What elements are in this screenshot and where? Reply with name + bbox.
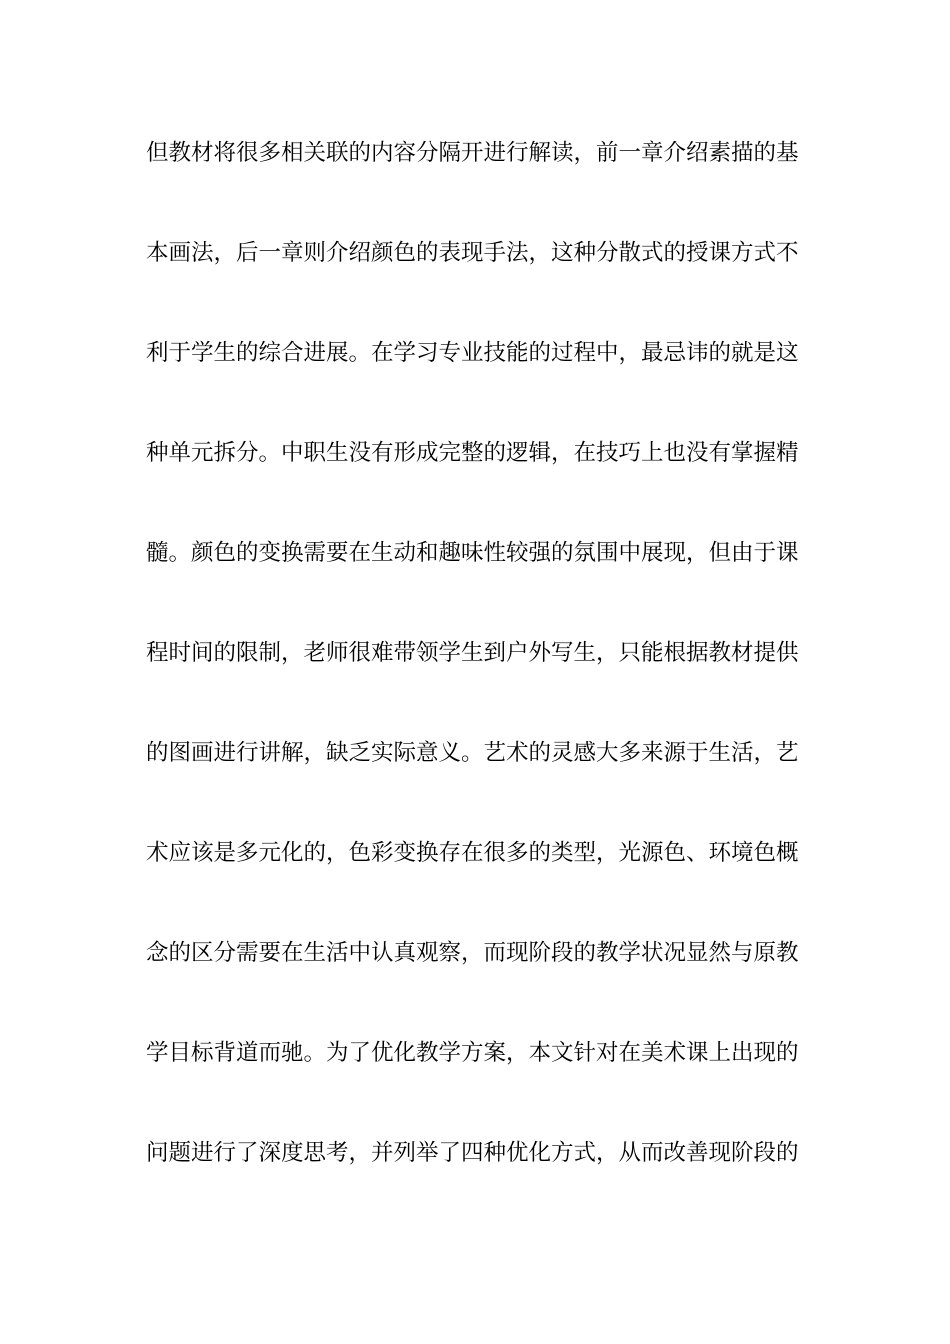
- text-line: 念的区分需要在生活中认真观察，而现阶段的教学状况显然与原教: [146, 940, 799, 966]
- text-line: 本画法，后一章则介绍颜色的表现手法，这种分散式的授课方式不: [146, 240, 799, 266]
- text-line: 髓。颜色的变换需要在生动和趣味性较强的氛围中展现，但由于课: [146, 540, 799, 566]
- text-line: 学目标背道而驰。为了优化教学方案，本文针对在美术课上出现的: [146, 1040, 799, 1066]
- text-line: 的图画进行讲解，缺乏实际意义。艺术的灵感大多来源于生活，艺: [146, 740, 799, 766]
- body-paragraph: [146, 128, 811, 1228]
- text-line: 利于学生的综合进展。在学习专业技能的过程中，最忌讳的就是这: [146, 340, 799, 366]
- text-line: 种单元拆分。中职生没有形成完整的逻辑，在技巧上也没有掌握精: [146, 440, 799, 466]
- text-line: 术应该是多元化的，色彩变换存在很多的类型，光源色、环境色概: [146, 840, 799, 866]
- text-line: 问题进行了深度思考，并列举了四种优化方式，从而改善现阶段的: [146, 1140, 799, 1166]
- text-line: 但教材将很多相关联的内容分隔开进行解读，前一章介绍素描的基: [146, 140, 799, 166]
- text-line: 程时间的限制，老师很难带领学生到户外写生，只能根据教材提供: [146, 640, 799, 666]
